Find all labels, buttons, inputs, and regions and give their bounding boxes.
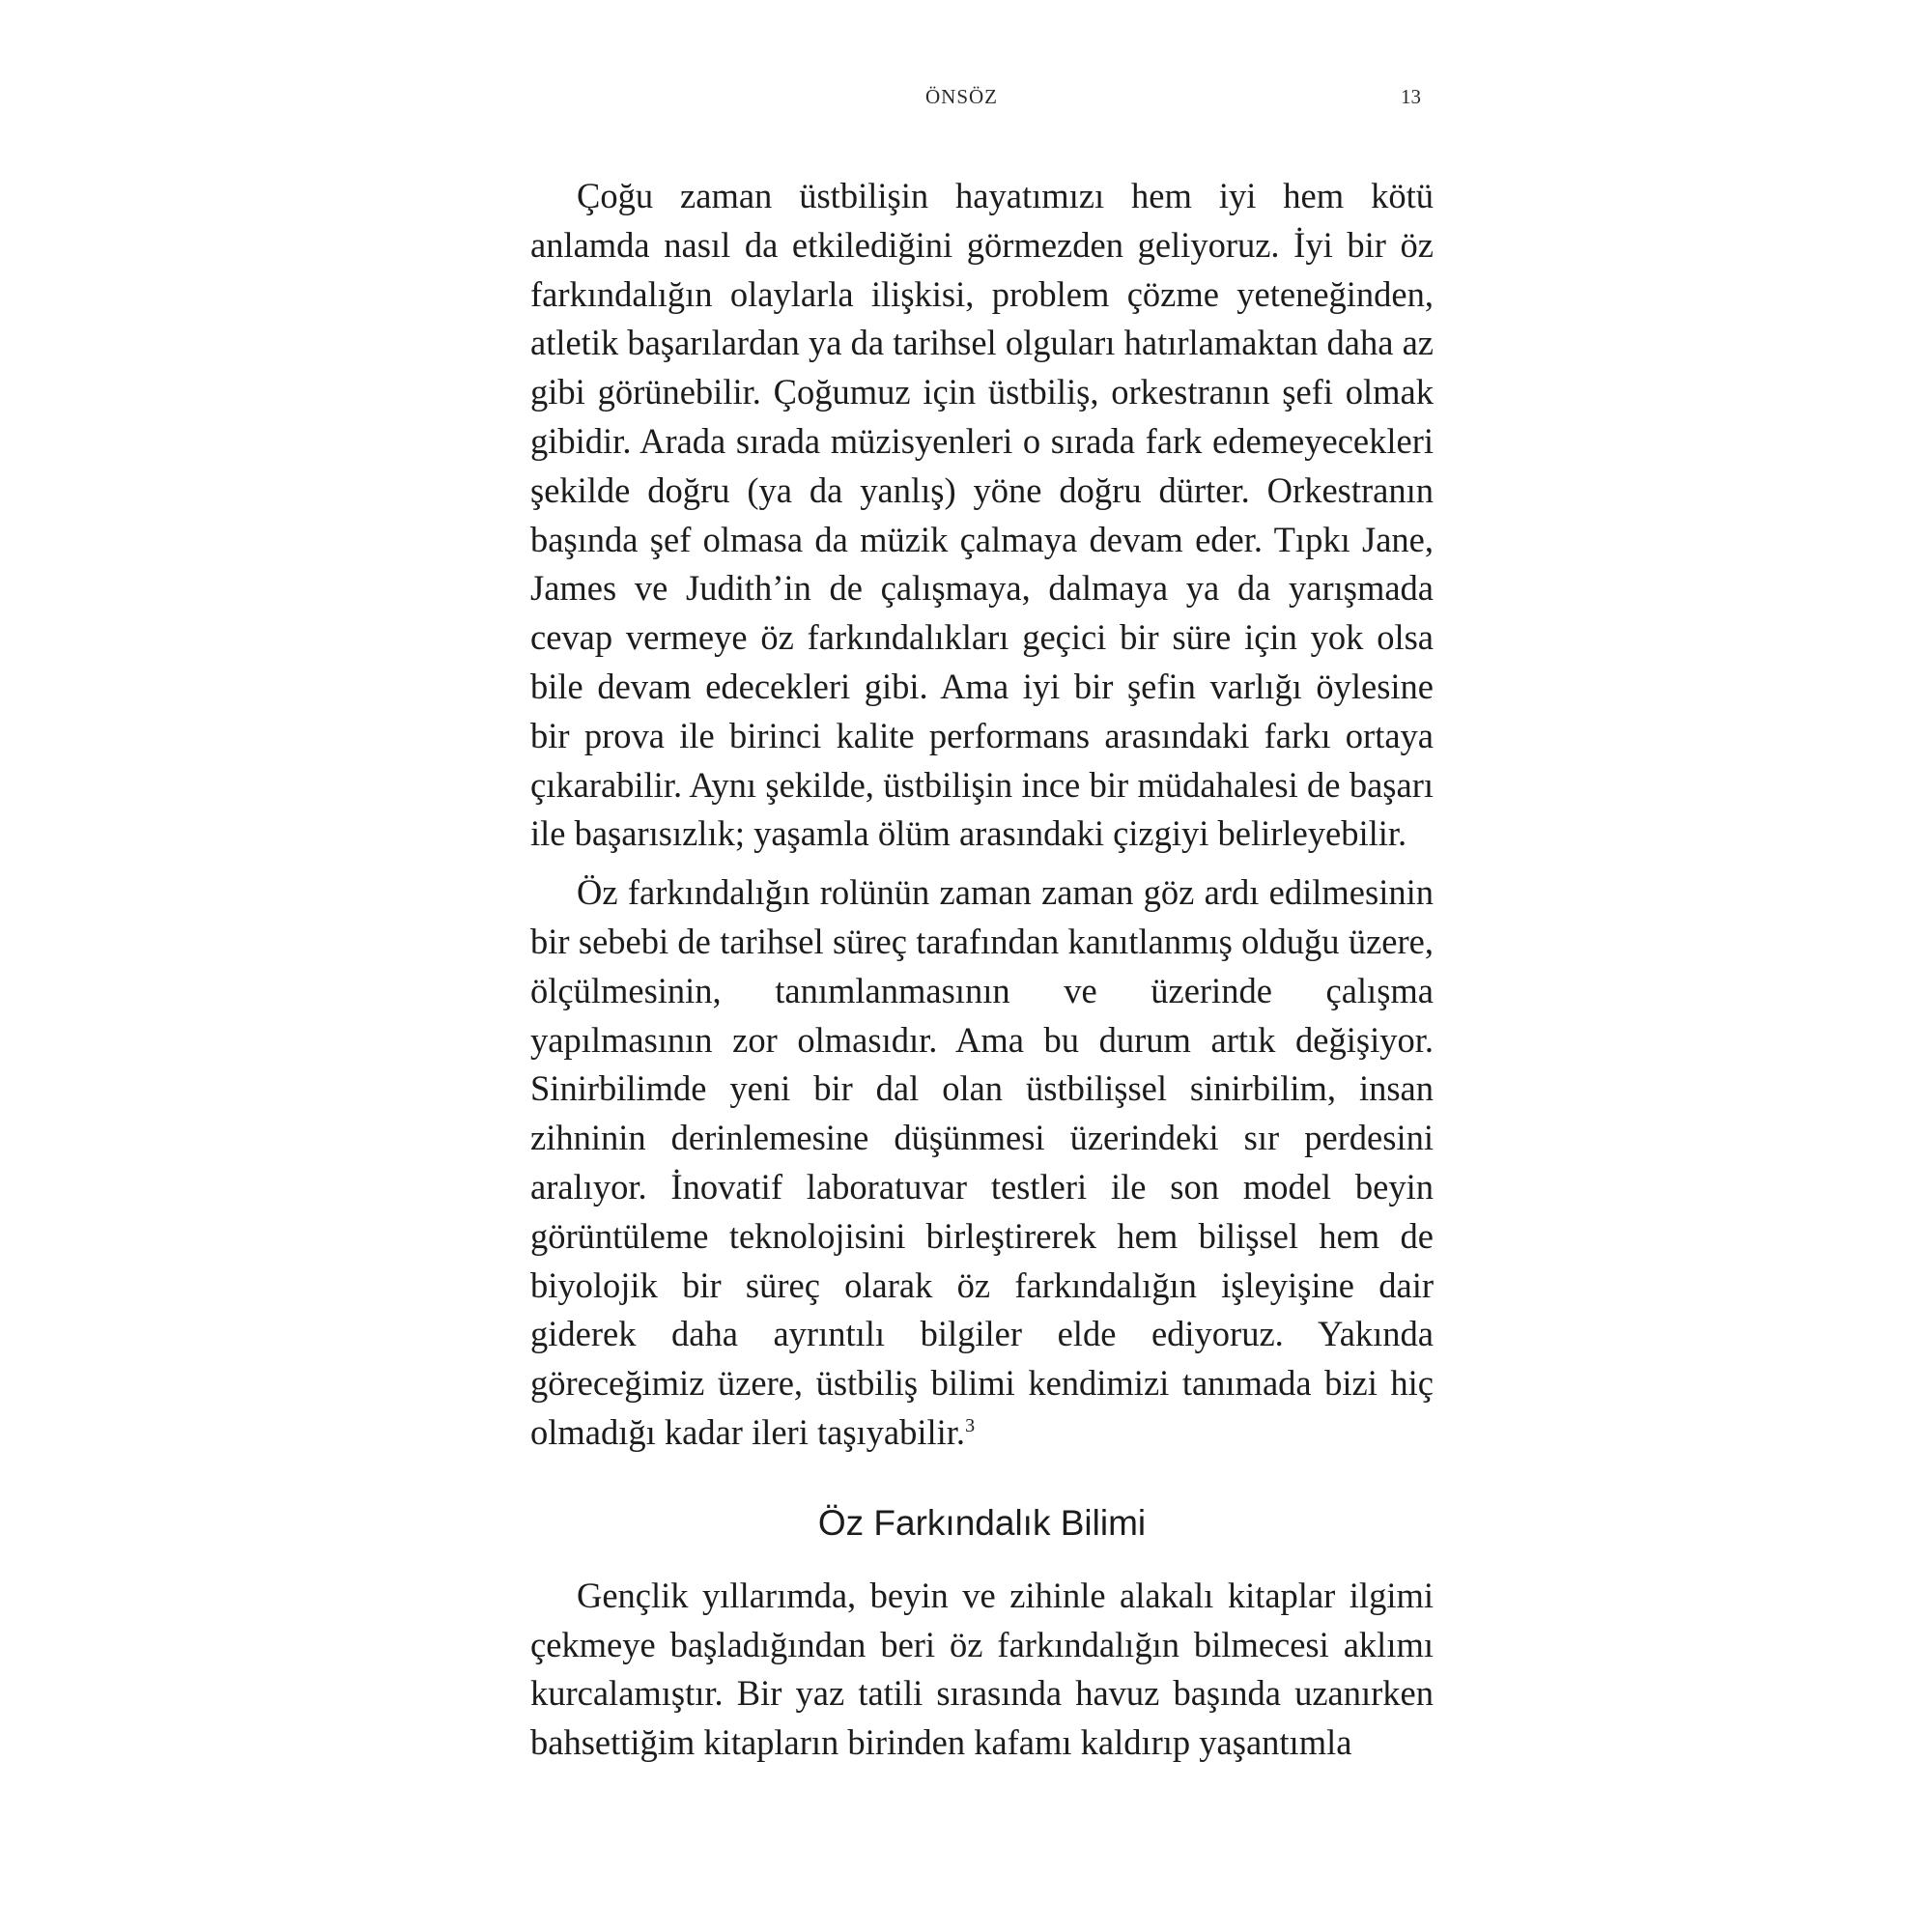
running-head: ÖNSÖZ: [925, 85, 999, 108]
paragraph-3-text: Gençlik yıllarımda, beyin ve zihinle alakalı kitaplar ilgimi çekmeye başladığından beri öz farkındalığın bilmecesi aklımı kurcalamıştır. Bir yaz tatili sırasında havuz başında uzanırken bahsettiğim kitapların birinden kafamı kaldırıp yaşantımla: [530, 1575, 1434, 1763]
body-text: [530, 172, 1434, 1768]
paragraph-2: [530, 868, 1434, 1458]
section-heading: Öz Farkındalık Bilimi: [817, 1502, 1147, 1543]
paragraph-3: [530, 1572, 1434, 1768]
paragraph-1: [530, 172, 1434, 859]
paragraph-2-text: Öz farkındalığın rolünün zaman zaman göz ardı edilmesinin bir sebebi de tarihsel süreç tarafından kanıtlanmış olduğu üzere, ölçülmesinin, tanımlanmasının ve üzerinde çalışma yapılmasının zor olmasıdır. Ama bu durum artık değişiyor. Sinirbilimde yeni bir dal olan üstbilişsel sinirbilim, insan zihninin derinlemesine düşünmesi üzerindeki sır perdesini aralıyor. İnovatif laboratuvar testleri ile son model beyin görüntüleme teknolojisini birleştirerek hem bilişsel hem de biyolojik bir süreç olarak öz farkındalığın işleyişine dair giderek daha ayrıntılı bilgiler elde ediyoruz. Yakında göreceğimiz üzere, üstbiliş bilimi kendimizi tanımada bizi hiç olmadığı kadar ileri taşıyabilir.: [530, 872, 1434, 1452]
footnote-reference[interactable]: 3: [965, 1414, 976, 1436]
page-number: 13: [1401, 85, 1421, 108]
paragraph-1-text: Çoğu zaman üstbilişin hayatımızı hem iyi hem kötü anlamda nasıl da etkilediğini görmezden geliyoruz. İyi bir öz farkındalığın olaylarla ilişkisi, problem çözme yeteneğinden, atletik başarılardan ya da tarihsel olguları hatırlamaktan daha az gibi görünebilir. Çoğumuz için üstbiliş, orkestranın şefi olmak gibidir. Arada sırada müzisyenleri o sırada fark edemeyecekleri şekilde doğru (ya da yanlış) yöne doğru dürter. Orkestranın başında şef olmasa da müzik çalmaya devam eder. Tıpkı Jane, James ve Judith’in de çalışmaya, dalmaya ya da yarışmada cevap vermeye öz farkındalıkları geçici bir süre için yok olsa bile devam edecekleri gibi. Ama iyi bir şefin varlığı öylesine bir prova ile birinci kalite performans arasındaki farkı ortaya çıkarabilir. Aynı şekilde, üstbilişin ince bir müdahalesi de başarı ile başarısızlık; yaşamla ölüm arasındaki çizgiyi belirleyebilir.: [530, 176, 1434, 854]
